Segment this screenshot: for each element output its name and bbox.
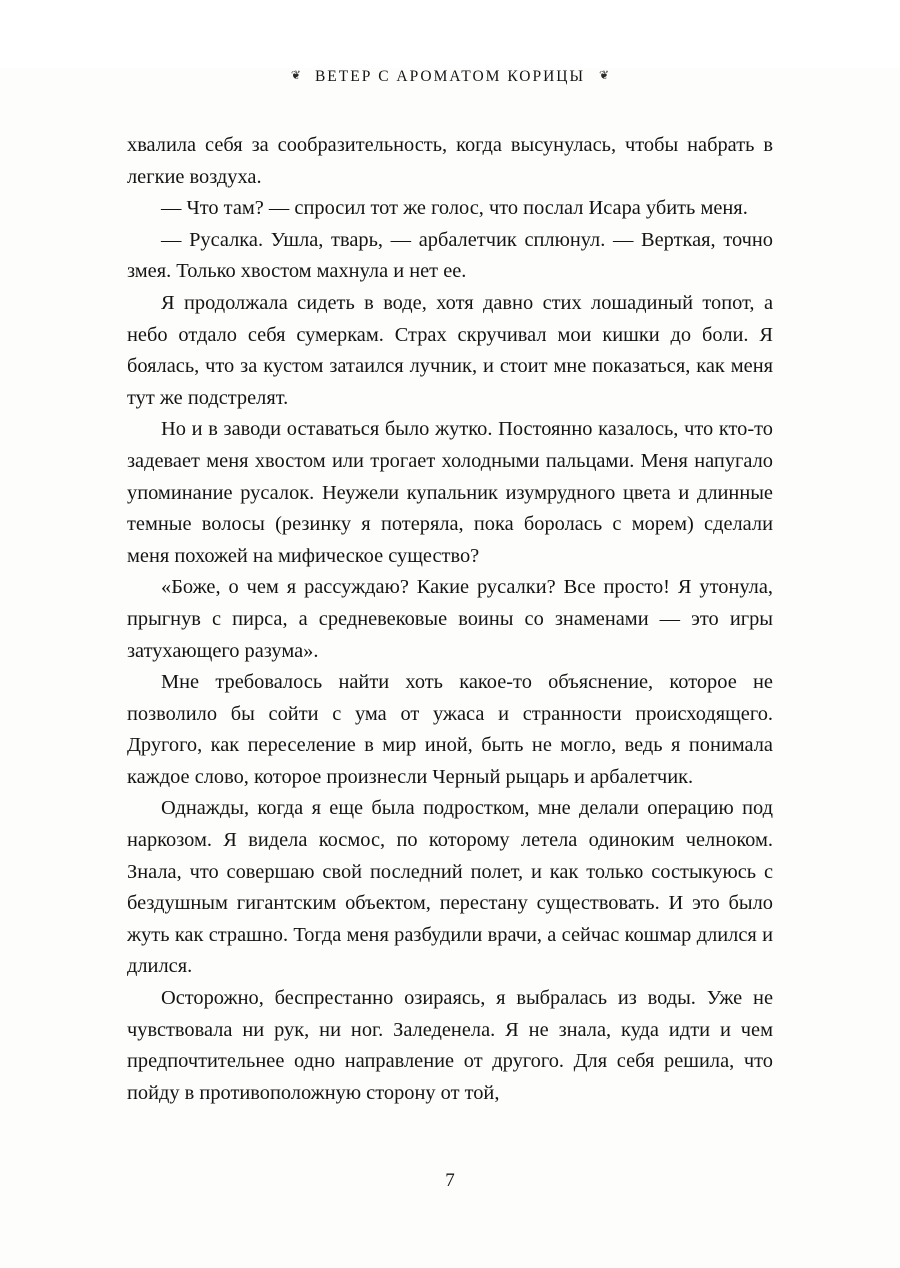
ornament-icon-left: ❦ [290, 68, 301, 82]
paragraph: Мне требовалось найти хоть какое-то объяснение, которое не позволило бы сойти с ума от ужаса и странности происходящего. Другого, как переселение в мир иной, быть не могло, ведь я понимала каждое слово, которое произнесли Черный рыцарь и арбалетчик. [127, 671, 773, 788]
paragraph: «Боже, о чем я рассуждаю? Какие русалки? Все просто! Я утонула, прыгнув с пирса, а средневековые воины со знаменами — это игры затухающего разума». [127, 576, 773, 662]
paragraph: — Что там? — спросил тот же голос, что послал Исара убить меня. [161, 197, 748, 220]
paragraph: Но и в заводи оставаться было жутко. Постоянно казалось, что кто-то задевает меня хвостом или трогает холодными пальцами. Меня напугало упоминание русалок. Неужели купальник изумрудного цвета и длинные темные волосы (резинку я потеряла, пока боролась с морем) сделали меня похожей на мифическое существо? [127, 418, 773, 567]
running-head-title: ВЕТЕР С АРОМАТОМ КОРИЦЫ [314, 68, 586, 85]
paragraph: Осторожно, беспрестанно озираясь, я выбралась из воды. Уже не чувствовала ни рук, ни ног. Заледенела. Я не знала, куда идти и чем предпочтительнее одно направление от другого. Для себя решила, что пойду в противоположную сторону от той, [127, 987, 773, 1104]
page-number: 7 [445, 1170, 455, 1191]
body-text [127, 130, 773, 1109]
book-page [0, 68, 900, 1268]
paragraph: Однажды, когда я еще была подростком, мне делали операцию под наркозом. Я видела космос, по которому летела одиноким челноком. Знала, что совершаю свой последний полет, и как только состыкуюсь с бездушным гигантским объектом, перестану существовать. И это было жуть как страшно. Тогда меня разбудили врачи, а сейчас кошмар длился и длился. [127, 797, 773, 978]
ornament-icon-right: ❦ [599, 68, 610, 82]
paragraph: хвалила себя за сообразительность, когда высунулась, чтобы набрать в легкие воздуха. [127, 134, 773, 188]
paragraph: — Русалка. Ушла, тварь, — арбалетчик сплюнул. — Верткая, точно змея. Только хвостом махнула и нет ее. [127, 228, 773, 283]
running-head [0, 68, 900, 86]
paragraph: Я продолжала сидеть в воде, хотя давно стих лошадиный топот, а небо отдало себя сумеркам. Страх скручивал мои кишки до боли. Я боялась, что за кустом затаился лучник, и стоит мне показаться, как меня тут же подстрелят. [127, 291, 773, 409]
